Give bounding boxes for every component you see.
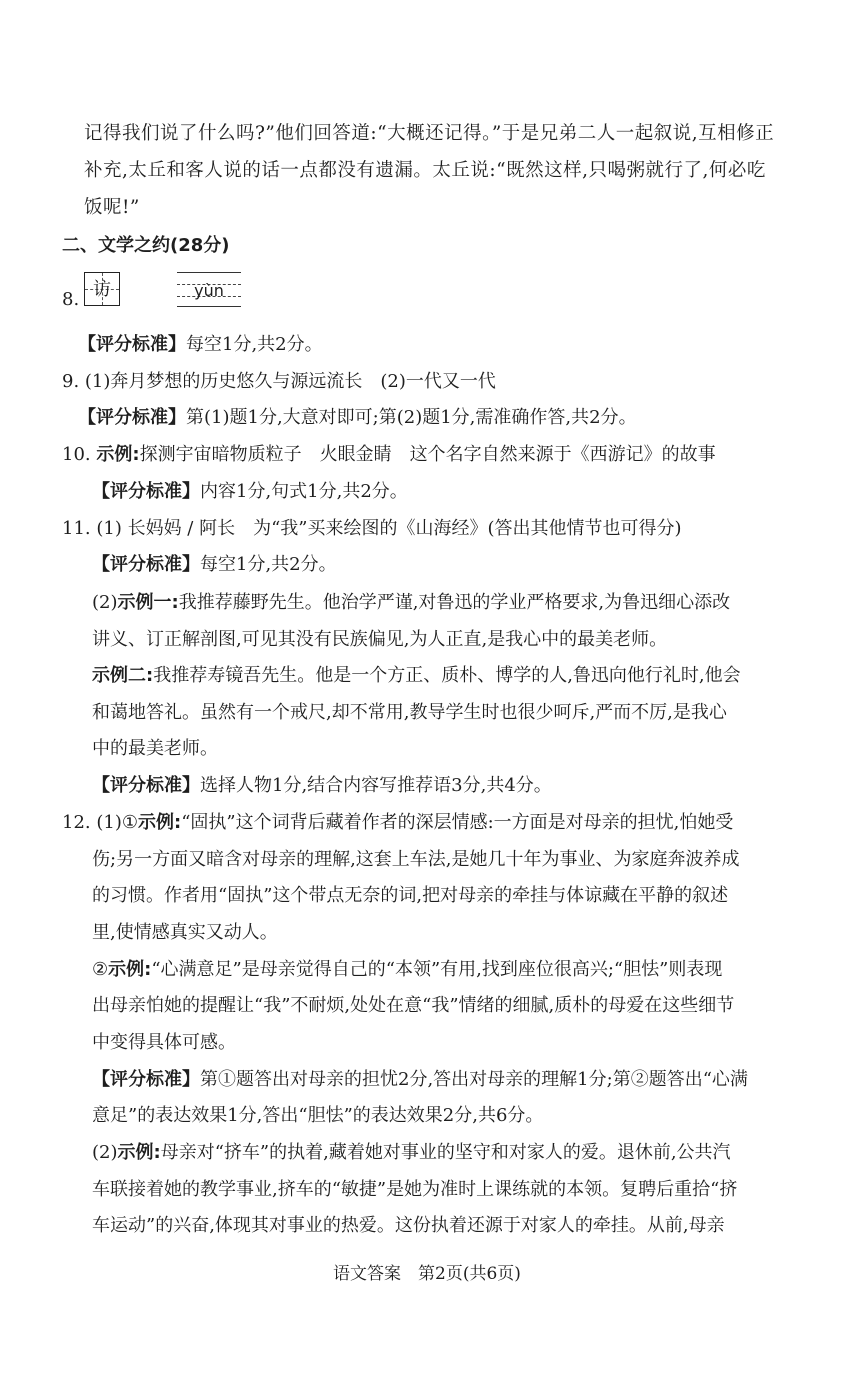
scoring-text: 内容1分,句式1分,共2分。: [200, 481, 408, 502]
question-number: 12.: [62, 812, 91, 833]
answer-line: 9. (1)奔月梦想的历史悠久与源远流长 (2)一代又一代: [62, 371, 496, 392]
scoring-tag: 【评分标准】: [78, 334, 186, 355]
grid-character: 访: [93, 279, 111, 300]
answer-line: [92, 591, 730, 615]
scoring-tag: 【评分标准】: [92, 775, 200, 796]
sub-question-number: (2): [92, 592, 118, 613]
answer-text: 我推荐寿镜吾先生。他是一个方正、质朴、博学的人,鲁迅向他行礼时,他会: [153, 665, 741, 686]
scoring-tag: 【评分标准】: [92, 481, 200, 502]
answer-text: 探测宇宙暗物质粒子 火眼金睛 这个名字自然来源于《西游记》的故事: [139, 444, 716, 465]
example-tag: 示例:: [138, 812, 182, 833]
example-tag: 示例:: [96, 444, 140, 465]
answer-line: 车运动”的兴奋,体现其对事业的热爱。这份执着还源于对家人的牵挂。从前,母亲: [92, 1215, 725, 1236]
scoring-text: 第①题答出对母亲的担忧2分,答出对母亲的理解1分;第②题答出“心满: [200, 1069, 748, 1090]
text-line: 记得我们说了什么吗?”他们回答道:“大概还记得。”于是兄弟二人一起叙说,互相修正: [84, 123, 775, 144]
scoring-text: 每空1分,共2分。: [186, 334, 323, 355]
answer-line: [92, 958, 722, 982]
pinyin-text: yùn: [194, 281, 224, 300]
answer-line: 和蔼地答礼。虽然有一个戒尺,却不常用,教导学生时也很少呵斥,严而不厉,是我心: [92, 702, 727, 723]
scoring-standard: [92, 1068, 748, 1092]
text-line: 补充,太丘和客人说的话一点都没有遗漏。太丘说:“既然这样,只喝粥就行了,何必吃: [84, 160, 766, 181]
answer-line: [62, 443, 716, 467]
answer-line: [62, 811, 733, 835]
answer-line: 里,使情感真实又动人。: [92, 922, 278, 943]
section-title: 二、文学之约(28分): [62, 235, 230, 256]
scoring-tag: 【评分标准】: [92, 554, 200, 575]
answer-line: 中变得具体可感。: [92, 1032, 236, 1053]
text-line: 饭呢!”: [84, 197, 140, 218]
scoring-text: 每空1分,共2分。: [200, 554, 337, 575]
scoring-standard: [92, 480, 408, 504]
example-tag: 示例:: [117, 1142, 161, 1163]
scoring-standard: [78, 406, 637, 430]
scoring-standard: [92, 553, 337, 577]
question-number: 10.: [62, 444, 91, 465]
answer-line: 讲义、订正解剖图,可见其没有民族偏见,为人正直,是我心中的最美老师。: [92, 629, 668, 650]
answer-line: 伤;另一方面又暗含对母亲的理解,这套上车法,是她几十年为事业、为家庭奔波养成: [92, 849, 740, 870]
scoring-standard: [92, 774, 552, 798]
answer-line: 11. (1) 长妈妈 / 阿长 为“我”买来绘图的《山海经》(答出其他情节也可得分): [62, 518, 682, 539]
sub-question-number: ②: [92, 959, 109, 980]
answer-line: 出母亲怕她的提醒让“我”不耐烦,处处在意“我”情绪的细腻,质朴的母爱在这些细节: [92, 995, 735, 1016]
sub-question-number: (1)①: [96, 812, 139, 833]
scoring-standard: [78, 333, 323, 357]
sub-question-number: (2): [92, 1142, 118, 1163]
scoring-standard-cont: 意足”的表达效果1分,答出“胆怯”的表达效果2分,共6分。: [92, 1105, 544, 1126]
example-tag: 示例一:: [117, 592, 179, 613]
tianzige-grid: [84, 272, 120, 306]
scoring-tag: 【评分标准】: [92, 1069, 200, 1090]
answer-text: “固执”这个词背后藏着作者的深层情感:一方面是对母亲的担忧,怕她受: [181, 812, 734, 833]
page-footer: 语文答案 第2页(共6页): [333, 1264, 521, 1284]
scoring-text: 选择人物1分,结合内容写推荐语3分,共4分。: [200, 775, 552, 796]
answer-text: “心满意足”是母亲觉得自己的“本领”有用,找到座位很高兴;“胆怯”则表现: [151, 959, 723, 980]
example-tag: 示例二:: [92, 665, 154, 686]
answer-line: 中的最美老师。: [92, 738, 218, 759]
question-number: 8.: [62, 289, 80, 310]
answer-line: [92, 1141, 731, 1165]
pinyin-lines: [177, 272, 241, 308]
answer-line: [92, 664, 741, 688]
answer-line: 车联接着她的教学事业,挤车的“敏捷”是她为准时上课练就的本领。复聘后重拾“挤: [92, 1179, 738, 1200]
answer-text: 我推荐藤野先生。他治学严谨,对鲁迅的学业严格要求,为鲁迅细心添改: [178, 592, 731, 613]
answer-line: 的习惯。作者用“固执”这个带点无奈的词,把对母亲的牵挂与体谅藏在平静的叙述: [92, 885, 729, 906]
example-tag: 示例:: [108, 959, 152, 980]
scoring-text: 第(1)题1分,大意对即可;第(2)题1分,需准确作答,共2分。: [186, 407, 637, 428]
scoring-tag: 【评分标准】: [78, 407, 186, 428]
answer-text: 母亲对“挤车”的执着,藏着她对事业的坚守和对家人的爱。退休前,公共汽: [160, 1142, 731, 1163]
